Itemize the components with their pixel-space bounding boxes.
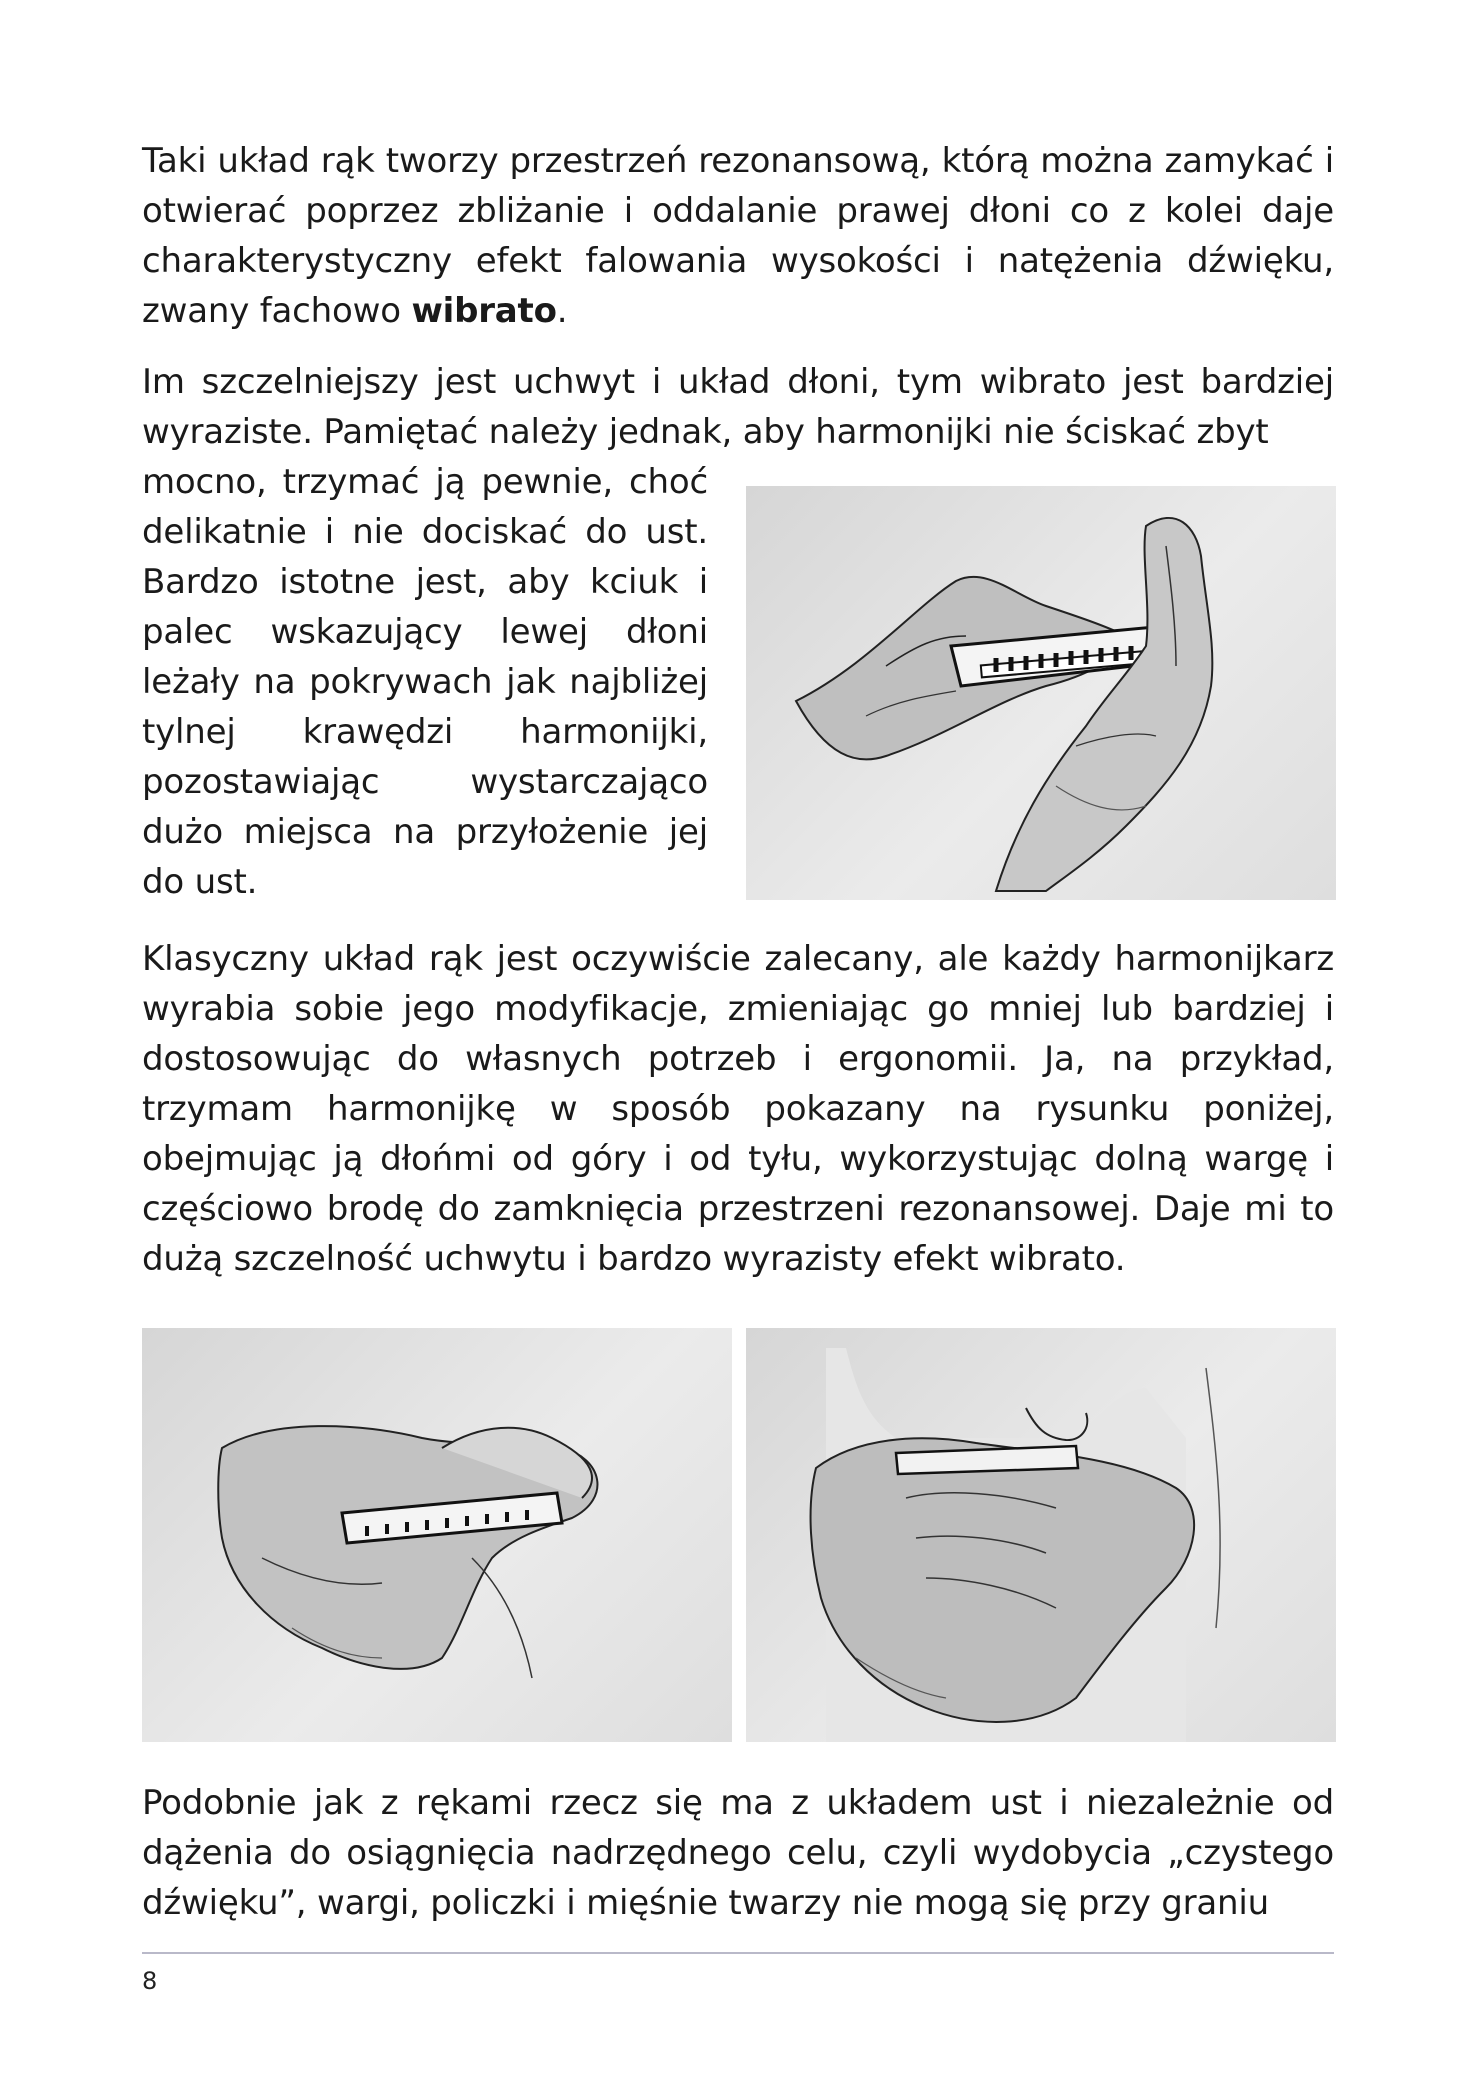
paragraph-mouth: Podobnie jak z rękami rzecz się ma z układem ust i niezależnie od dążenia do osiągnięcia nadrzędnego celu, czyli wydobycia „czystego dźwięku”, wargi, policzki i mięśnie twarzy nie mogą się przy graniu — [142, 1783, 1334, 1923]
hands-harmonica-drawing — [746, 486, 1336, 900]
illustration-classic-grip — [746, 486, 1336, 900]
paragraph-resonance — [142, 136, 1334, 336]
paragraph-grip-intro: Im szczelniejszy jest uchwyt i układ dłoni, tym wibrato jest bardziej wyraziste. Pamiętać należy jednak, aby harmonijki nie ściskać zbyt — [142, 362, 1334, 452]
paragraph-resonance-end: . — [556, 291, 568, 331]
paragraph-grip-wrap: mocno, trzymać ją pewnie, choć delikatnie i nie dociskać do ust. Bardzo istotne jest, aby kciuk i palec wskazujący lewej dłoni leżały na pokrywach jak najbliżej tylnej krawędzi harmonijki, pozostawiając wystarczająco dużo miejsca na przyłożenie jej do ust. — [142, 462, 708, 902]
hands-cupping-harmonica-drawing — [142, 1328, 732, 1742]
illustration-author-grip — [142, 1328, 732, 1742]
page-number: 8 — [142, 1967, 158, 1995]
paragraph-modification: Klasyczny układ rąk jest oczywiście zalecany, ale każdy harmonijkarz wyrabia sobie jego modyfikacje, zmieniając go mniej lub bardziej i dostosowując do własnych potrzeb i ergonomii. Ja, na przykład, trzymam harmonijkę w sposób pokazany na rysunku poniżej, obejmując ją dłońmi od góry i od tyłu, wykorzystując dolną wargę i częściowo brodę do zamknięcia przestrzeni rezonansowej. Daje mi to dużą szczelność uchwytu i bardzo wyrazisty efekt wibrato. — [142, 939, 1334, 1279]
footer-divider — [142, 1952, 1334, 1954]
hands-at-mouth-drawing — [746, 1328, 1336, 1742]
illustration-grip-at-mouth — [746, 1328, 1336, 1742]
term-wibrato: wibrato — [411, 291, 557, 331]
paragraph-resonance-text: Taki układ rąk tworzy przestrzeń rezonansową, którą można zamykać i otwierać poprzez zbliżanie i oddalanie prawej dłoni co z kolei daje charakterystyczny efekt falowania wysokości i natężenia dźwięku, zwany fachowo — [142, 141, 1334, 331]
